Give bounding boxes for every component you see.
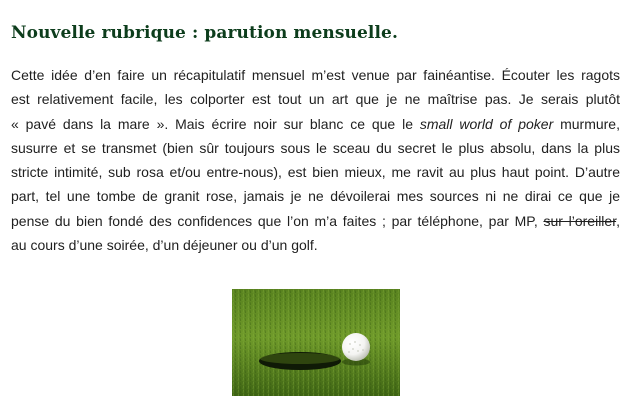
article-line-1: Cette idée d’en faire un récapitulatif mensuel m’est venue par fainéantise. Écouter les ragots [11,67,620,83]
article-body [11,63,620,257]
article-line-6: part, tel une tombe de granit rose, jamais je ne dévoilerai mes sources ni ne dirai ce que je [11,188,620,205]
article-line-3-end: murmure, [553,115,620,132]
strikethrough-phrase: sur l’oreiller [543,212,617,229]
article-title: Nouvelle rubrique : parution mensuelle. [11,23,398,43]
article-line-7 [11,209,620,233]
article-line-4: susurre et se transmet (bien sûr toujours sous le sceau du secret le plus absolu, dans la plus [11,139,620,156]
grass-texture [232,289,400,396]
article-line-7-start: pense du bien fondé des confidences que l’on m’a faites ; par téléphone, par MP, [11,212,544,229]
golf-ball [342,333,370,361]
article-line-3-start: « pavé dans la mare ». Mais écrire noir sur blanc ce que le [11,115,420,132]
article-line-5: stricte intimité, sub rosa et/ou entre-nous), est bien mieux, me ravit au plus haut point. D’autre [11,164,620,181]
article-line-7-end: , [616,212,620,229]
golf-ball-image [232,289,400,396]
article-line-2: est relativement facile, les colporter est tout un art que je ne maîtrise pas. Je serais plutôt [11,91,620,108]
hole-rim [260,353,340,364]
article-line-3 [11,112,620,136]
italic-phrase: small world of poker [419,115,554,132]
article-line-8: au cours d’une soirée, d’un déjeuner ou d’un golf. [11,237,318,254]
